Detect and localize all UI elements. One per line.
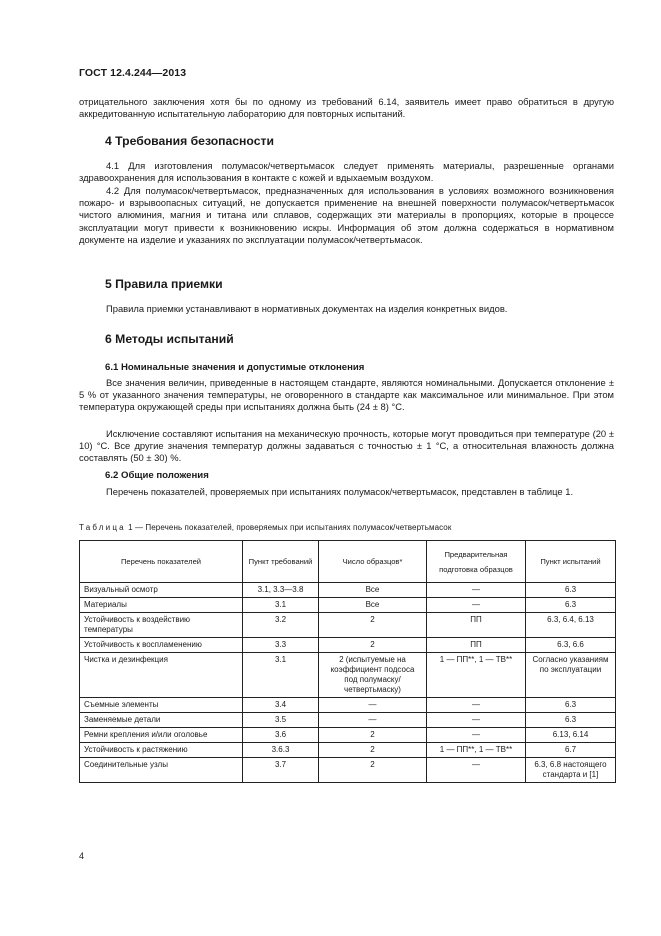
table-cell: — — [319, 713, 427, 728]
table-1-caption — [79, 523, 451, 532]
table-cell: Все — [319, 598, 427, 613]
column-header-sample-count: Число образцов* — [319, 541, 427, 583]
table-1 — [79, 540, 616, 783]
table-cell: Устойчивость к воздействию температуры — [80, 613, 243, 638]
table-cell: — — [427, 698, 526, 713]
table-cell: 6.3 — [526, 583, 616, 598]
table-cell: Все — [319, 583, 427, 598]
table-cell: Заменяемые детали — [80, 713, 243, 728]
table-cell: 6.3, 6.6 — [526, 638, 616, 653]
section-4-2-paragraph: 4.2 Для полумасок/четвертьмасок, предназначенных для использования в условиях возможного возникновения пожаро- и взрывоопасных ситуаций, не допускается применение на внешней поверхности полумасок/четвертьмасок чистого алюминия, магния и титана или сплавов, содержащих эти материалы в пропорциях, которые в процессе эксплуатации могут привести к возникновению искры. Информация об этом должна содержаться в нормативном документе на изделие и указаниях по эксплуатации полумасок/четвертьмасок. — [79, 185, 614, 245]
section-6-title: 6 Методы испытаний — [105, 332, 234, 346]
column-header-preconditioning: Предварительная подготовка образцов — [427, 541, 526, 583]
table-cell: 3.6 — [243, 728, 319, 743]
table-cell: — — [427, 583, 526, 598]
table-cell: Съемные элементы — [80, 698, 243, 713]
table-cell: Устойчивость к растяжению — [80, 743, 243, 758]
table-1-caption-text: 1 — Перечень показателей, проверяемых при испытаниях полумасок/четвертьмасок — [125, 523, 452, 532]
intro-paragraph: отрицательного заключения хотя бы по одному из требований 6.14, заявитель имеет право обратиться в другую аккредитованную испытательную лабораторию для повторных испытаний. — [79, 96, 614, 120]
table-cell: 3.1 — [243, 598, 319, 613]
column-header-requirement-clause: Пункт требований — [243, 541, 319, 583]
table-cell: 2 — [319, 613, 427, 638]
section-6-2-paragraph: Перечень показателей, проверяемых при испытаниях полумасок/четвертьмасок, представлен в таблице 1. — [106, 486, 574, 497]
table-cell: 1 — ПП**, 1 — ТВ** — [427, 743, 526, 758]
table-cell: 3.2 — [243, 613, 319, 638]
table-cell: 3.4 — [243, 698, 319, 713]
section-6-1-paragraph-2: Исключение составляют испытания на механическую прочность, которые могут проводиться при температуре (20 ± 10) °С. Все другие значения температур должны задаваться с точностью ± 1 °С, а относительная влажность должна составлять (50 ± 30) %. — [79, 428, 614, 464]
section-5-title: 5 Правила приемки — [105, 277, 223, 291]
table-1-caption-prefix: Таблица — [79, 523, 126, 532]
table-cell: 6.7 — [526, 743, 616, 758]
page-number: 4 — [79, 851, 85, 861]
section-6-1-title: 6.1 Номинальные значения и допустимые отклонения — [105, 362, 365, 373]
table-cell: 6.13, 6.14 — [526, 728, 616, 743]
table-row — [80, 598, 616, 613]
table-cell: 3.1 — [243, 653, 319, 698]
table-cell: ПП — [427, 638, 526, 653]
table-row — [80, 653, 616, 698]
table-cell: Материалы — [80, 598, 243, 613]
table-cell: Ремни крепления и/или оголовье — [80, 728, 243, 743]
table-cell: ПП — [427, 613, 526, 638]
table-cell: Соединительные узлы — [80, 758, 243, 783]
table-cell: 3.7 — [243, 758, 319, 783]
table-cell: 3.1, 3.3—3.8 — [243, 583, 319, 598]
table-cell: — — [427, 598, 526, 613]
table-cell: 6.3, 6.8 настоящего стандарта и [1] — [526, 758, 616, 783]
table-row — [80, 583, 616, 598]
table-cell: 2 (испытуемые на коэффициент подсоса под полумаску/четвертьмаску) — [319, 653, 427, 698]
table-cell: 6.3, 6.4, 6.13 — [526, 613, 616, 638]
table-cell: 3.5 — [243, 713, 319, 728]
table-cell: 6.3 — [526, 698, 616, 713]
table-cell: 6.3 — [526, 598, 616, 613]
table-row — [80, 758, 616, 783]
table-cell: Согласно указаниям по эксплуатации — [526, 653, 616, 698]
table-row — [80, 713, 616, 728]
table-cell: — — [427, 758, 526, 783]
column-header-test-clause: Пункт испытаний — [526, 541, 616, 583]
table-cell: — — [427, 713, 526, 728]
table-cell: 2 — [319, 638, 427, 653]
table-row — [80, 728, 616, 743]
table-header-row — [80, 541, 616, 583]
table-row — [80, 698, 616, 713]
table-cell: 1 — ПП**, 1 — ТВ** — [427, 653, 526, 698]
table-cell: — — [319, 698, 427, 713]
table-cell: Визуальный осмотр — [80, 583, 243, 598]
table-cell: 3.3 — [243, 638, 319, 653]
table-row — [80, 743, 616, 758]
table-cell: 2 — [319, 728, 427, 743]
section-6-1-paragraph-1: Все значения величин, приведенные в настоящем стандарте, являются номинальными. Допускается отклонение ± 5 % от указанного значения температуры, не оговоренного в стандарте как максимальное или минимальное. При этом температура окружающей среды при испытаниях должна быть (24 ± 8) °С. — [79, 377, 614, 413]
section-6-2-title: 6.2 Общие положения — [105, 470, 209, 481]
table-cell: 2 — [319, 743, 427, 758]
section-4-1-paragraph: 4.1 Для изготовления полумасок/четвертьмасок следует применять материалы, разрешенные органами здравоохранения для использования в контакте с кожей и вдыхаемым воздухом. — [79, 160, 614, 184]
column-header-indicator: Перечень показателей — [80, 541, 243, 583]
table-cell: 3.6.3 — [243, 743, 319, 758]
table-row — [80, 613, 616, 638]
table-cell: Чистка и дезинфекция — [80, 653, 243, 698]
document-code-header: ГОСТ 12.4.244—2013 — [79, 67, 187, 79]
table-cell: 2 — [319, 758, 427, 783]
table-cell: 6.3 — [526, 713, 616, 728]
table-cell: — — [427, 728, 526, 743]
table-row — [80, 638, 616, 653]
section-4-title: 4 Требования безопасности — [105, 134, 274, 148]
table-cell: Устойчивость к воспламенению — [80, 638, 243, 653]
section-5-paragraph: Правила приемки устанавливают в нормативных документах на изделия конкретных видов. — [106, 303, 508, 314]
